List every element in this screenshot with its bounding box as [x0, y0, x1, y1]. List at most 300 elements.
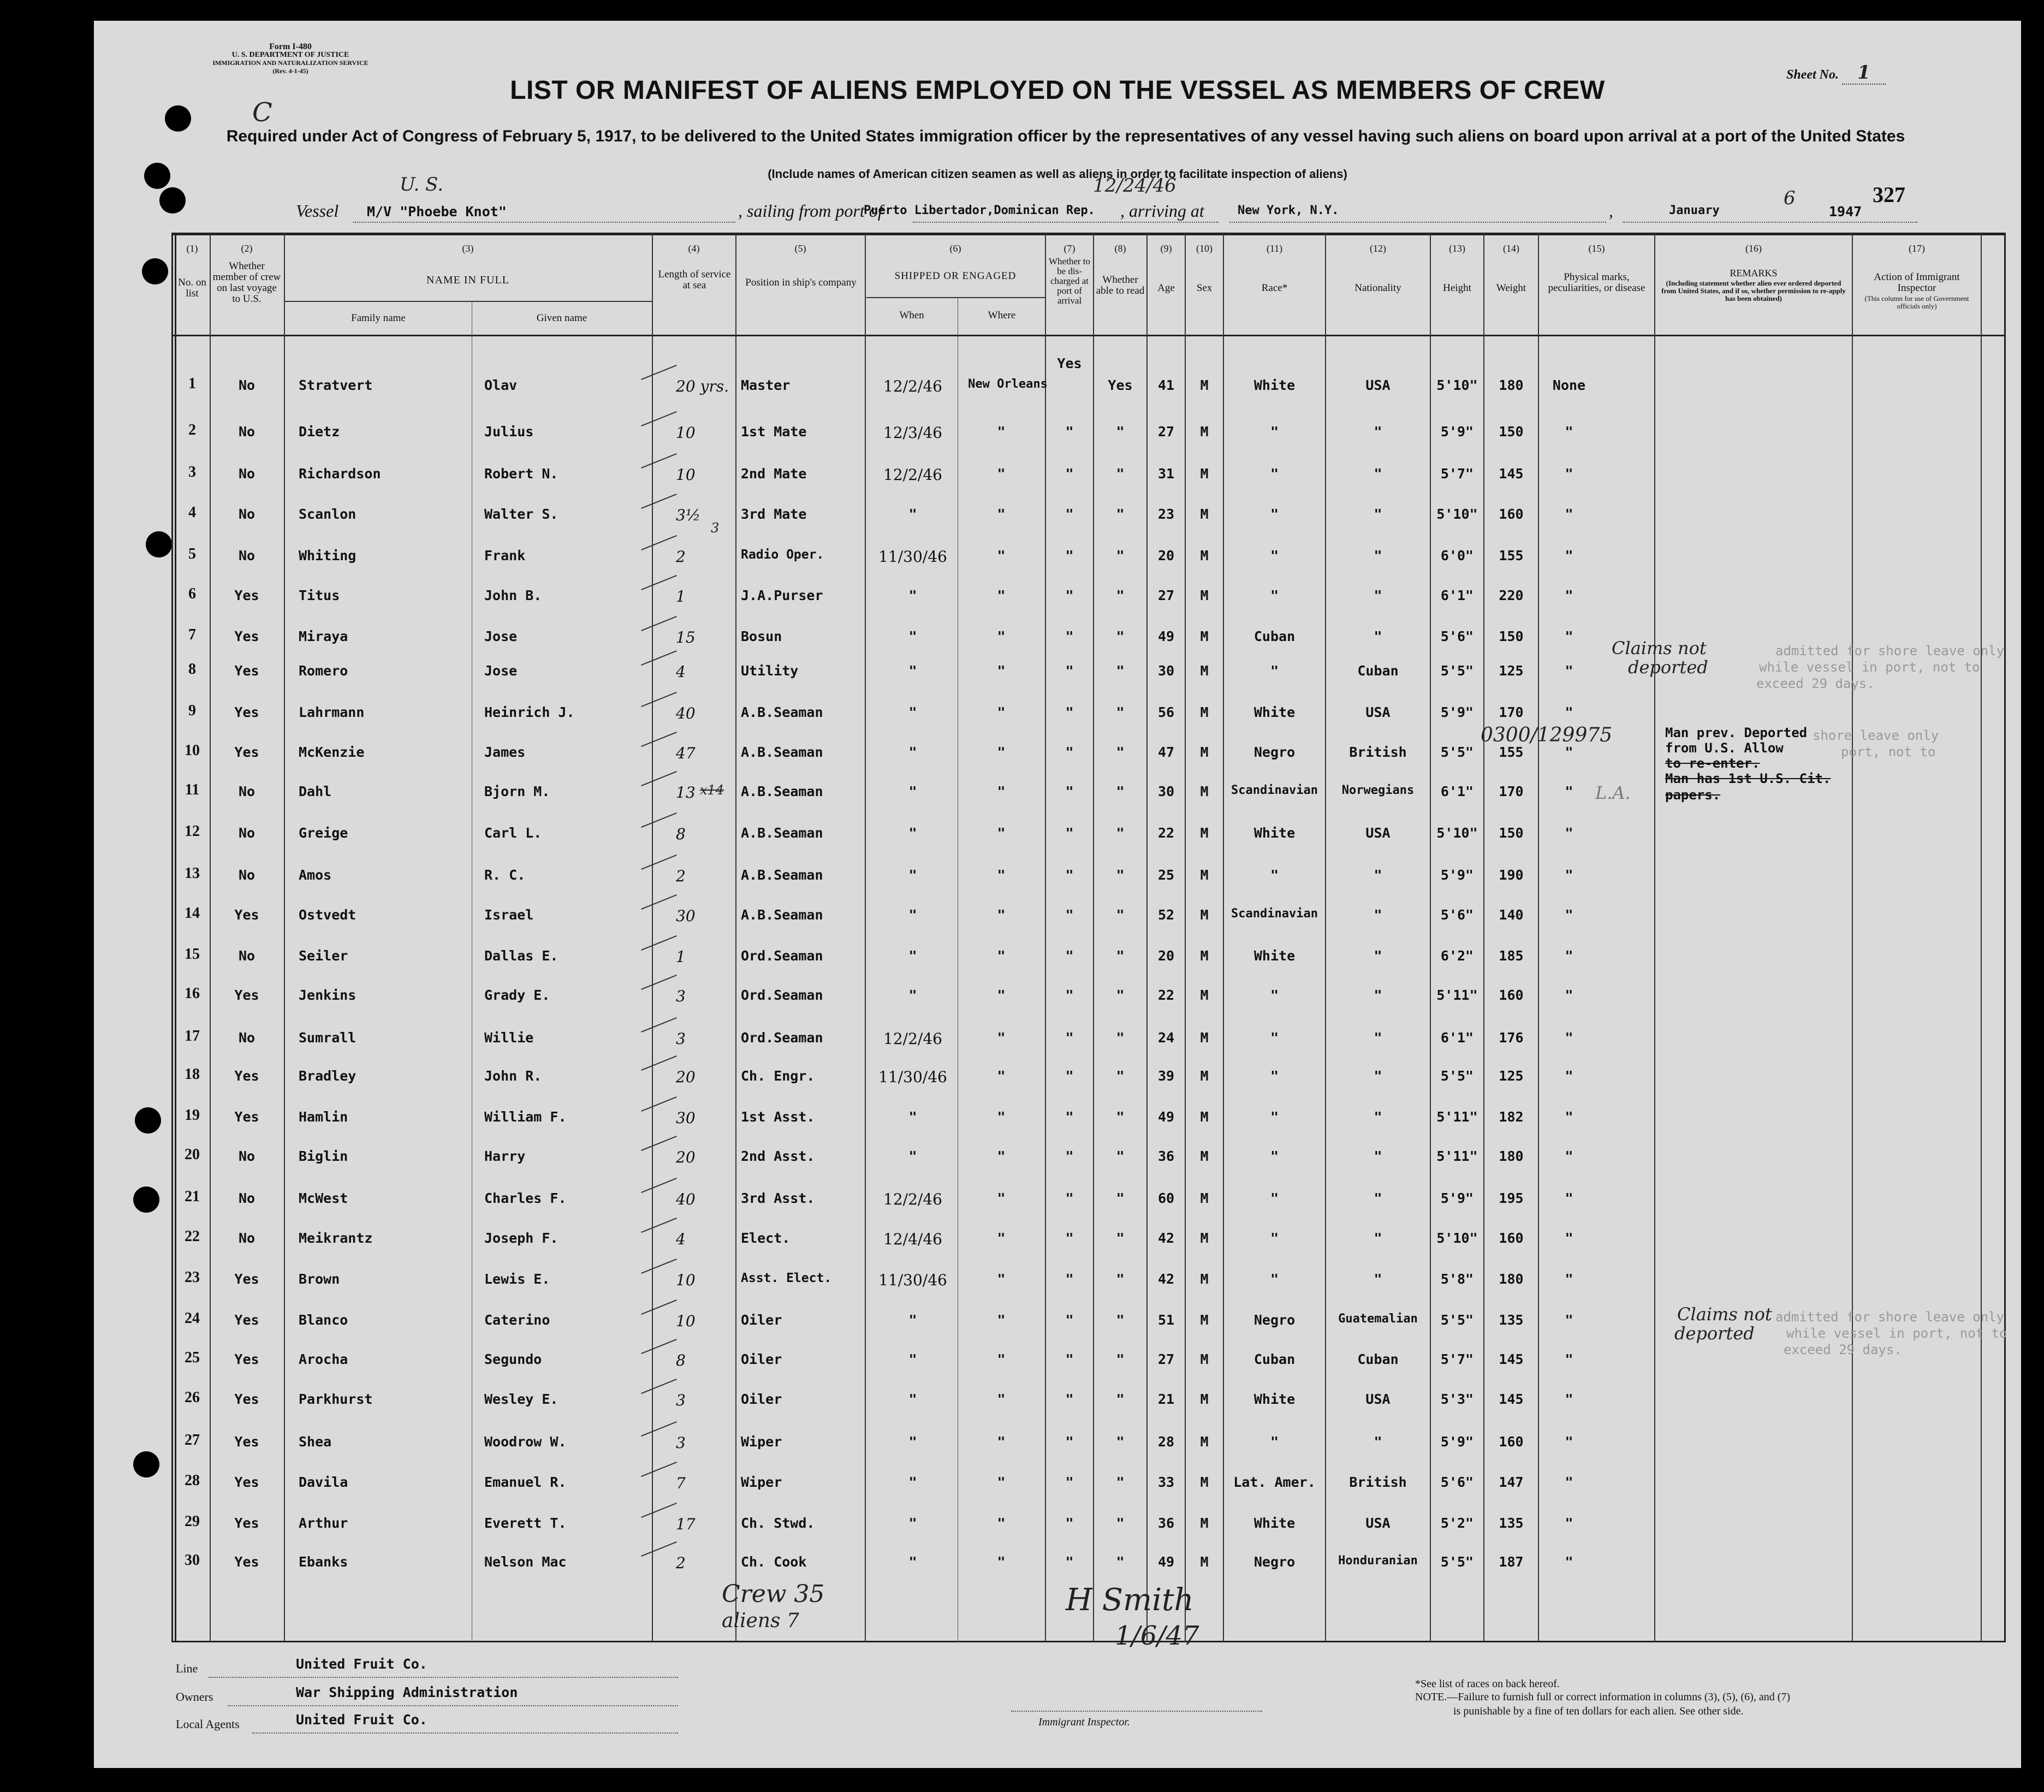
physical-marks: ": [1565, 1230, 1573, 1246]
shipped-when: ": [908, 987, 917, 1003]
nationality: USA: [1365, 377, 1391, 393]
col-head-no: No. on list: [178, 277, 206, 299]
col-rule: [1185, 234, 1186, 1642]
physical-marks: ": [1565, 1190, 1573, 1206]
weight: 195: [1499, 1190, 1524, 1206]
height: 6'0": [1440, 548, 1474, 563]
discharged: ": [1065, 628, 1074, 644]
length-of-service: 4: [676, 1230, 686, 1248]
given-name: Dallas E.: [484, 948, 558, 964]
age: 39: [1157, 1068, 1175, 1084]
crew-prev-voyage: No: [238, 825, 255, 841]
sex: M: [1200, 424, 1209, 440]
col-num-6: (6): [949, 243, 961, 254]
service-struck-row11: x14: [700, 782, 724, 798]
punch-hole: [133, 1186, 159, 1213]
race: ": [1270, 1148, 1279, 1164]
weight: 180: [1499, 377, 1524, 393]
position: 1st Asst.: [741, 1109, 815, 1125]
col-rule: [1981, 234, 1982, 1642]
race: Lat. Amer.: [1233, 1474, 1316, 1490]
length-of-service: 3: [676, 1391, 686, 1409]
col-num-14: (14): [1503, 243, 1519, 254]
height: 5'5": [1440, 1312, 1474, 1328]
age: 56: [1157, 704, 1175, 720]
weight: 170: [1499, 704, 1524, 720]
able-to-read: ": [1116, 588, 1125, 603]
col-head-action-sub: (This column for use of Government officials only): [1864, 294, 1969, 310]
weight: 160: [1499, 1434, 1524, 1450]
able-to-read: ": [1116, 506, 1125, 522]
able-to-read: ": [1116, 987, 1125, 1003]
crew-prev-voyage: Yes: [234, 588, 259, 603]
name-subhead-rule: [284, 301, 653, 302]
nationality: USA: [1365, 825, 1391, 841]
physical-marks: None: [1552, 377, 1586, 393]
shipped-when: ": [908, 948, 917, 964]
sex: M: [1200, 784, 1209, 799]
weight: 135: [1499, 1312, 1524, 1328]
shipped-where: ": [997, 588, 1006, 603]
discharged: ": [1065, 663, 1074, 679]
able-to-read: ": [1116, 1030, 1125, 1046]
crew-prev-voyage: Yes: [234, 1474, 259, 1490]
list-number: 24: [185, 1310, 200, 1327]
position: 3rd Asst.: [741, 1190, 815, 1206]
family-name: Stratvert: [299, 377, 373, 393]
inspector-rule: [1011, 1711, 1262, 1712]
shipped-where: New Orleans: [968, 377, 1048, 391]
shipped-when: ": [908, 867, 917, 883]
annotation-claims-2: Claims not: [1677, 1304, 1772, 1325]
faint-remark-1a: admitted for shore leave only: [1775, 643, 2005, 658]
sex: M: [1200, 825, 1209, 841]
department: U. S. DEPARTMENT OF JUSTICE: [231, 51, 349, 59]
col-num-3: (3): [462, 243, 474, 254]
comma: ,: [1609, 201, 1613, 221]
crew-prev-voyage: No: [238, 548, 255, 563]
given-name: Robert N.: [484, 466, 558, 482]
family-name: Arthur: [299, 1515, 348, 1531]
remark-row10-c: to re-enter.: [1665, 756, 1760, 771]
position: Wiper: [741, 1474, 782, 1490]
line-rule: [209, 1677, 678, 1678]
able-to-read: ": [1116, 1190, 1125, 1206]
given-name: John R.: [484, 1068, 542, 1084]
age: 51: [1157, 1312, 1175, 1328]
shipped-where: ": [997, 424, 1006, 440]
col-head-nationality: Nationality: [1354, 282, 1401, 294]
annotation-claims-1: Claims not: [1612, 638, 1707, 658]
weight: 155: [1499, 548, 1524, 563]
arriving-value: New York, N.Y.: [1238, 204, 1339, 217]
length-of-service: 3: [676, 1030, 686, 1048]
nationality: British: [1349, 1474, 1407, 1490]
race: ": [1270, 1434, 1279, 1450]
nationality: ": [1374, 506, 1382, 522]
shipped-when: ": [908, 1474, 917, 1490]
family-name: Sumrall: [299, 1030, 356, 1046]
punch-hole: [159, 187, 186, 213]
col-head-weight: Weight: [1496, 282, 1526, 294]
age: 42: [1157, 1271, 1175, 1287]
family-name: McKenzie: [299, 744, 365, 760]
position: Ch. Cook: [741, 1554, 807, 1570]
annotation-claims-2b: deported: [1674, 1323, 1755, 1344]
family-name: Richardson: [299, 466, 381, 482]
crew-prev-voyage: Yes: [234, 663, 259, 679]
shipped-where: ": [997, 987, 1006, 1003]
height: 6'2": [1440, 948, 1474, 964]
owners-rule: [228, 1705, 678, 1706]
sex: M: [1200, 744, 1209, 760]
weight: 160: [1499, 1230, 1524, 1246]
punch-hole: [135, 1107, 161, 1134]
discharged: ": [1065, 1230, 1074, 1246]
position: 2nd Asst.: [741, 1148, 815, 1164]
weight: 125: [1499, 1068, 1524, 1084]
weight: 145: [1499, 1351, 1524, 1367]
length-of-service: 30: [676, 907, 696, 925]
physical-marks: ": [1565, 1312, 1573, 1328]
page-title: LIST OR MANIFEST OF ALIENS EMPLOYED ON THE VESSEL AS MEMBERS OF CREW: [510, 76, 1605, 105]
height: 5'6": [1440, 907, 1474, 923]
length-of-service: 2: [676, 867, 686, 885]
position: Ch. Engr.: [741, 1068, 815, 1084]
age: 28: [1157, 1434, 1175, 1450]
family-name: Romero: [299, 663, 348, 679]
discharged: ": [1065, 867, 1074, 883]
races-note: *See list of races on back hereof.: [1415, 1678, 1560, 1690]
able-to-read: ": [1116, 1391, 1125, 1407]
age: 22: [1157, 987, 1175, 1003]
remark-row10-b: from U.S. Allow: [1665, 740, 1784, 756]
able-to-read: ": [1116, 744, 1125, 760]
height: 5'8": [1440, 1271, 1474, 1287]
height: 6'1": [1440, 784, 1474, 799]
nationality: Norwegians: [1341, 784, 1415, 797]
given-name: John B.: [484, 588, 542, 603]
position: A.B.Seaman: [741, 704, 823, 720]
crew-prev-voyage: No: [238, 377, 255, 393]
race: ": [1270, 588, 1279, 603]
col-rule: [1538, 234, 1539, 1642]
col-head-where: Where: [988, 310, 1016, 321]
age: 36: [1157, 1148, 1175, 1164]
nationality: ": [1374, 466, 1382, 482]
sex: M: [1200, 1148, 1209, 1164]
physical-marks: ": [1565, 1391, 1573, 1407]
discharged: ": [1065, 704, 1074, 720]
age: 49: [1157, 1109, 1175, 1125]
service-struck-row4: 3: [711, 520, 720, 536]
weight: 150: [1499, 424, 1524, 440]
length-of-service: 15: [676, 628, 696, 646]
remark-row10-e: papers.: [1665, 787, 1721, 803]
aliens-total: aliens 7: [722, 1610, 799, 1632]
age: 42: [1157, 1230, 1175, 1246]
age: 20: [1157, 948, 1175, 964]
shipped-where: ": [997, 1515, 1006, 1531]
age: 49: [1157, 1554, 1175, 1570]
date-year: 1947: [1829, 204, 1862, 219]
remark-row10-a: Man prev. Deported: [1665, 725, 1808, 740]
nationality: British: [1349, 744, 1407, 760]
agents-rule: [252, 1732, 678, 1734]
shipped-where: ": [997, 548, 1006, 563]
discharged: ": [1065, 1554, 1074, 1570]
race: ": [1270, 506, 1279, 522]
discharged: ": [1065, 744, 1074, 760]
shipped-when: ": [908, 744, 917, 760]
shipped-where: ": [997, 1030, 1006, 1046]
height: 5'9": [1440, 424, 1474, 440]
age: 20: [1157, 548, 1175, 563]
given-name: Joseph F.: [484, 1230, 558, 1246]
shipped-when: ": [908, 907, 917, 923]
discharged: Yes: [1057, 355, 1082, 371]
col-rule: [210, 234, 211, 1642]
col-num-9: (9): [1160, 243, 1172, 254]
col-rule: [865, 234, 866, 1642]
length-of-service: 3: [676, 1434, 686, 1452]
family-name: Dahl: [299, 784, 332, 799]
age: 60: [1157, 1190, 1175, 1206]
position: 2nd Mate: [741, 466, 807, 482]
col-num-10: (10): [1196, 243, 1213, 254]
revision: (Rev. 4-1-45): [272, 67, 308, 75]
col-rule: [1430, 234, 1431, 1642]
height: 6'1": [1440, 1030, 1474, 1046]
weight: 155: [1499, 744, 1524, 760]
able-to-read: ": [1116, 663, 1125, 679]
physical-marks: ": [1565, 987, 1573, 1003]
shore-remark-10b: port, not to: [1841, 744, 1936, 759]
shipped-when: ": [908, 1351, 917, 1367]
crew-prev-voyage: Yes: [234, 1271, 259, 1287]
discharged: ": [1065, 825, 1074, 841]
position: 1st Mate: [741, 424, 807, 440]
nationality: ": [1374, 948, 1382, 964]
position: 3rd Mate: [741, 506, 807, 522]
able-to-read: ": [1116, 1474, 1125, 1490]
nationality: ": [1374, 1148, 1382, 1164]
weight: 190: [1499, 867, 1524, 883]
col-head-remarks: REMARKS: [1730, 268, 1778, 278]
col-rule: [1852, 234, 1853, 1642]
sex: M: [1200, 506, 1209, 522]
physical-marks: ": [1565, 907, 1573, 923]
shipped-when: 12/2/46: [883, 377, 942, 395]
race: Scandinavian: [1231, 907, 1318, 921]
col-num-12: (12): [1370, 243, 1386, 254]
sex: M: [1200, 1391, 1209, 1407]
position: J.A.Purser: [741, 588, 823, 603]
height: 5'11": [1436, 987, 1478, 1003]
position: Utility: [741, 663, 799, 679]
age: 21: [1157, 1391, 1175, 1407]
physical-marks: ": [1565, 1030, 1573, 1046]
length-of-service: 30: [676, 1109, 696, 1127]
discharged: ": [1065, 548, 1074, 563]
list-number: 4: [188, 504, 196, 521]
race: ": [1270, 867, 1279, 883]
given-name: Israel: [484, 907, 534, 923]
weight: 150: [1499, 825, 1524, 841]
able-to-read: ": [1116, 466, 1125, 482]
weight: 180: [1499, 1271, 1524, 1287]
col-head-action: Action of Immigrant Inspector: [1874, 271, 1960, 294]
family-name: Bradley: [299, 1068, 356, 1084]
faint-remark-1b: while vessel in port, not to: [1759, 660, 1980, 675]
shipped-when: 12/2/46: [883, 1190, 942, 1208]
crew-prev-voyage: No: [238, 424, 255, 440]
col-head-name: NAME IN FULL: [426, 274, 509, 286]
col-num-11: (11): [1266, 243, 1283, 254]
col-num-4: (4): [688, 243, 700, 254]
race: White: [1253, 377, 1296, 393]
weight: 145: [1499, 466, 1524, 482]
discharged: ": [1065, 1068, 1074, 1084]
shipped-where: ": [997, 663, 1006, 679]
race: ": [1270, 1190, 1279, 1206]
family-name: Greige: [299, 825, 348, 841]
race: ": [1270, 1030, 1279, 1046]
list-number: 14: [185, 905, 200, 922]
punch-hole: [146, 531, 172, 557]
family-name: Meikrantz: [299, 1230, 373, 1246]
weight: 125: [1499, 663, 1524, 679]
age: 41: [1157, 377, 1175, 393]
date-day: 6: [1784, 187, 1796, 209]
race: White: [1253, 1391, 1296, 1407]
family-name: Scanlon: [299, 506, 356, 522]
shipped-when: 12/4/46: [883, 1230, 942, 1248]
sailing-value: Puerto Libertador,Dominican Rep.: [864, 204, 1095, 217]
list-number: 7: [188, 626, 196, 643]
family-name: Dietz: [299, 424, 340, 440]
physical-marks: ": [1565, 784, 1573, 799]
inspector-label: Immigrant Inspector.: [1038, 1716, 1130, 1728]
sex: M: [1200, 1190, 1209, 1206]
crew-prev-voyage: Yes: [234, 1554, 259, 1570]
able-to-read: ": [1116, 907, 1125, 923]
col-head-height: Height: [1443, 282, 1471, 294]
col-head-race: Race*: [1261, 282, 1288, 294]
able-to-read: ": [1116, 1312, 1125, 1328]
shipped-where: ": [997, 1474, 1006, 1490]
sex: M: [1200, 1434, 1209, 1450]
shipped-when: ": [908, 1434, 917, 1450]
list-number: 5: [188, 545, 196, 562]
position: Ord.Seaman: [741, 1030, 823, 1046]
crew-prev-voyage: Yes: [234, 1312, 259, 1328]
physical-marks: ": [1565, 1068, 1573, 1084]
shipped-when: 12/3/46: [883, 424, 942, 442]
crew-prev-voyage: No: [238, 1230, 255, 1246]
sailing-handwritten: 12/24/46: [1093, 175, 1177, 197]
able-to-read: Yes: [1108, 377, 1133, 393]
family-name: Amos: [299, 867, 332, 883]
height: 5'9": [1440, 704, 1474, 720]
position: Radio Oper.: [741, 548, 824, 562]
discharged: ": [1065, 588, 1074, 603]
shipped-when: 11/30/46: [878, 548, 947, 566]
length-of-service: 10: [676, 424, 696, 442]
list-number: 2: [188, 422, 196, 438]
col-num-7: (7): [1063, 243, 1076, 254]
list-number: 20: [185, 1146, 200, 1163]
height: 5'9": [1440, 1190, 1474, 1206]
length-of-service: 10: [676, 466, 696, 484]
shipped-where: ": [997, 1434, 1006, 1450]
col-rule: [1045, 234, 1046, 1642]
height: 5'5": [1440, 744, 1474, 760]
shipped-when: 11/30/46: [878, 1271, 947, 1289]
family-name: Lahrmann: [299, 704, 365, 720]
discharged: ": [1065, 506, 1074, 522]
family-name: Miraya: [299, 628, 348, 644]
crew-prev-voyage: Yes: [234, 987, 259, 1003]
nationality: Cuban: [1357, 663, 1399, 679]
given-name: Grady E.: [484, 987, 550, 1003]
crew-prev-voyage: Yes: [234, 1109, 259, 1125]
race: ": [1270, 1271, 1279, 1287]
fine-note-2: is punishable by a fine of ten dollars for each alien. See other side.: [1453, 1705, 1744, 1717]
race: White: [1253, 1515, 1296, 1531]
length-of-service: 20: [676, 1068, 696, 1086]
age: 24: [1157, 1030, 1175, 1046]
discharged: ": [1065, 1351, 1074, 1367]
crew-prev-voyage: Yes: [234, 1391, 259, 1407]
length-of-service: 2: [676, 548, 686, 566]
shipped-where: ": [997, 1391, 1006, 1407]
list-number: 11: [185, 781, 200, 798]
sheet-value: 1: [1842, 62, 1886, 85]
race: Negro: [1253, 1312, 1296, 1328]
able-to-read: ": [1116, 704, 1125, 720]
la-mark: L.A.: [1595, 782, 1631, 803]
list-number: 27: [185, 1432, 200, 1449]
height: 5'10": [1436, 1230, 1478, 1246]
able-to-read: ": [1116, 1434, 1125, 1450]
header-rule: [171, 233, 2006, 235]
sex: M: [1200, 1554, 1209, 1570]
discharged: ": [1065, 1391, 1074, 1407]
punch-hole: [165, 105, 191, 132]
physical-marks: ": [1565, 825, 1573, 841]
shipped-where: ": [997, 867, 1006, 883]
shipped-subhead-rule: [866, 297, 1045, 298]
race: White: [1253, 948, 1296, 964]
physical-marks: ": [1565, 948, 1573, 964]
height: 5'7": [1440, 1351, 1474, 1367]
shipped-when: ": [908, 628, 917, 644]
discharged: ": [1065, 907, 1074, 923]
col-rule: [735, 234, 736, 1642]
weight: 185: [1499, 948, 1524, 964]
shipped-when: ": [908, 1554, 917, 1570]
sex: M: [1200, 588, 1209, 603]
length-of-service: 1: [676, 948, 686, 966]
col-head-position: Position in ship's company: [745, 277, 857, 288]
faint-remark-2a: admitted for shore leave only: [1775, 1309, 2005, 1325]
height: 5'6": [1440, 1474, 1474, 1490]
age: 30: [1157, 784, 1175, 799]
physical-marks: ": [1565, 466, 1573, 482]
list-number: 1: [188, 375, 196, 392]
length-of-service: 10: [676, 1271, 696, 1289]
